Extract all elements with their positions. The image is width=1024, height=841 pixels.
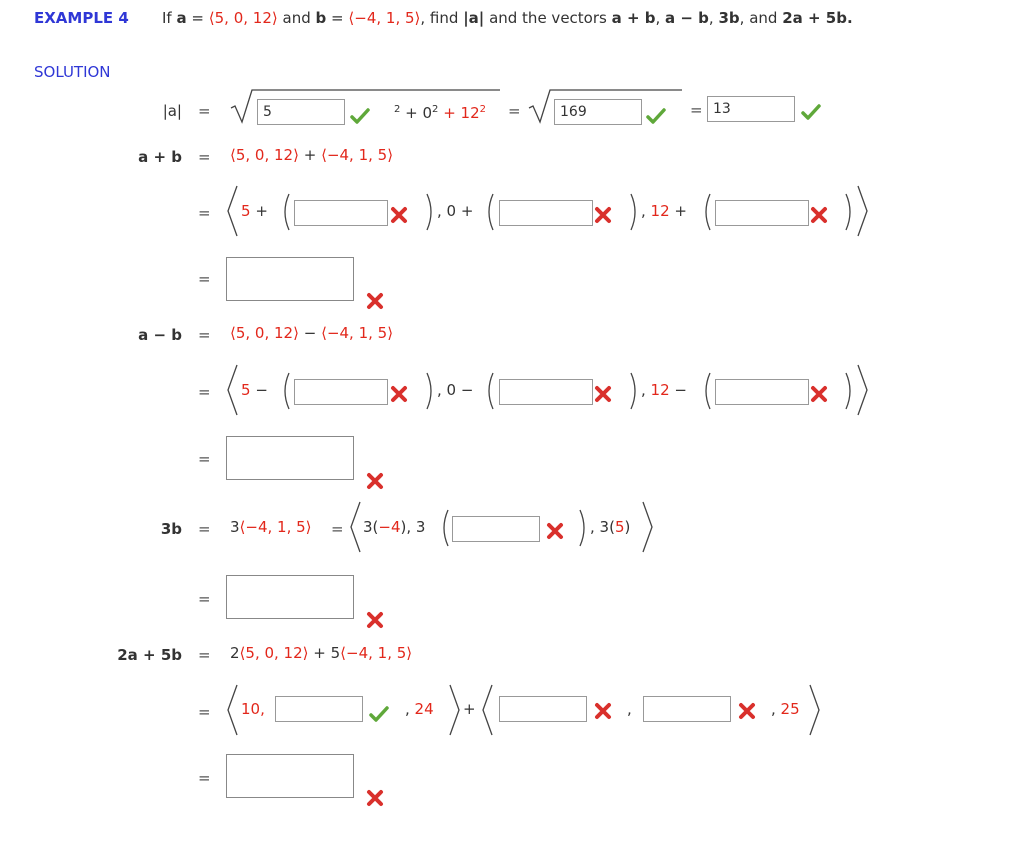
cross-icon <box>545 521 565 541</box>
cross-icon <box>593 701 613 721</box>
and-text: and <box>282 9 311 27</box>
cross-icon <box>365 788 385 808</box>
combo-comp-1: 10, <box>241 700 265 718</box>
diff-result-equals: = <box>198 450 211 468</box>
norm-label: |a| <box>162 102 182 120</box>
scale-result-equals: = <box>198 590 211 608</box>
combo-equals: = <box>198 646 211 664</box>
if-text: If <box>162 9 172 27</box>
norm-input-1[interactable] <box>257 99 345 125</box>
sum-comp-1: 5 + <box>241 202 268 220</box>
norm-equals: = <box>198 102 211 120</box>
cross-icon <box>389 205 409 225</box>
sum-result-equals: = <box>198 270 211 288</box>
cross-icon <box>593 205 613 225</box>
cross-icon <box>737 701 757 721</box>
combo-input-3[interactable] <box>643 696 731 722</box>
sum-input-3[interactable] <box>715 200 809 226</box>
sum-equals: = <box>198 148 211 166</box>
right-angle-bracket-icon <box>808 683 822 737</box>
left-angle-bracket-icon <box>225 363 239 417</box>
combo-components-equals: = <box>198 703 211 721</box>
check-icon <box>801 102 821 122</box>
right-angle-bracket-icon <box>856 363 870 417</box>
right-paren-icon <box>578 508 590 548</box>
norm-input-3[interactable] <box>707 96 795 122</box>
left-angle-bracket-icon <box>348 500 362 554</box>
diff-comp-2: , 0 − <box>437 381 474 399</box>
cross-icon <box>809 384 829 404</box>
and-vectors-text: and the vectors <box>489 9 607 27</box>
scale-equals: = <box>198 520 211 538</box>
scale-comp-3: , 3(5) <box>590 518 631 536</box>
diff-input-3[interactable] <box>715 379 809 405</box>
sum-input-1[interactable] <box>294 200 388 226</box>
right-paren-icon <box>425 192 437 232</box>
diff-components-equals: = <box>198 383 211 401</box>
scale-input-1[interactable] <box>452 516 540 542</box>
scale-label: 3b <box>160 520 182 538</box>
combo-input-1[interactable] <box>275 696 363 722</box>
scale-equals-2: = <box>331 520 344 538</box>
left-paren-icon <box>483 371 495 411</box>
and-text-2: and <box>749 9 778 27</box>
right-angle-bracket-icon <box>856 184 870 238</box>
check-icon <box>646 106 666 126</box>
right-paren-icon <box>629 192 641 232</box>
left-paren-icon <box>700 371 712 411</box>
sum-components-equals: = <box>198 204 211 222</box>
sum-input-2[interactable] <box>499 200 593 226</box>
combo-result-equals: = <box>198 769 211 787</box>
cross-icon <box>389 384 409 404</box>
combo-plus: + <box>463 700 476 718</box>
left-paren-icon <box>279 192 291 232</box>
norm-input-2[interactable] <box>554 99 642 125</box>
right-paren-icon <box>425 371 437 411</box>
left-angle-bracket-icon <box>225 184 239 238</box>
cross-icon <box>365 291 385 311</box>
cross-icon <box>365 471 385 491</box>
diff-label: a − b <box>138 326 182 344</box>
abs-a: |a| <box>463 9 485 27</box>
diff-result-input[interactable] <box>226 436 354 480</box>
sum-expression: ⟨5, 0, 12⟩ + ⟨−4, 1, 5⟩ <box>230 146 394 164</box>
diff-expression: ⟨5, 0, 12⟩ − ⟨−4, 1, 5⟩ <box>230 324 394 342</box>
sum-result-input[interactable] <box>226 257 354 301</box>
equals-sign: = <box>331 9 344 27</box>
b-symbol: b <box>315 9 327 27</box>
find-text: , find <box>420 9 459 27</box>
combo-expression: 2⟨5, 0, 12⟩ + 5⟨−4, 1, 5⟩ <box>230 644 413 662</box>
combo-comp-4: , 25 <box>771 700 800 718</box>
diff-comp-3: , 12 − <box>641 381 687 399</box>
diff-comp-1: 5 − <box>241 381 268 399</box>
right-angle-bracket-icon <box>641 500 655 554</box>
combo-result-input[interactable] <box>226 754 354 798</box>
vector-a: ⟨5, 0, 12⟩ <box>208 9 278 27</box>
right-paren-icon <box>844 371 856 411</box>
right-paren-icon <box>629 371 641 411</box>
check-icon <box>369 704 389 724</box>
norm-equals-3: = <box>690 101 703 119</box>
cross-icon <box>593 384 613 404</box>
left-paren-icon <box>279 371 291 411</box>
right-angle-bracket-icon <box>448 683 462 737</box>
left-angle-bracket-icon <box>225 683 239 737</box>
check-icon <box>350 106 370 126</box>
a-plus-b: a + b <box>611 9 656 27</box>
a-symbol: a <box>176 9 187 27</box>
combo-label: 2a + 5b <box>117 646 182 664</box>
sum-comp-3: , 12 + <box>641 202 687 220</box>
norm-squares-text: $^2 + 0^2 + 12^2$ <box>394 104 487 122</box>
a-minus-b: a − b <box>665 9 709 27</box>
two-a-five-b: 2a + 5b. <box>782 9 853 27</box>
left-paren-icon <box>700 192 712 232</box>
vector-b: ⟨−4, 1, 5⟩ <box>348 9 421 27</box>
combo-comp-3: , <box>627 700 632 718</box>
norm-equals-2: = <box>508 102 521 120</box>
scale-comp-1: 3(−4), 3 <box>363 518 426 536</box>
diff-input-2[interactable] <box>499 379 593 405</box>
diff-equals: = <box>198 326 211 344</box>
sum-label: a + b <box>138 148 182 166</box>
left-angle-bracket-icon <box>480 683 494 737</box>
left-paren-icon <box>483 192 495 232</box>
scale-expression: 3⟨−4, 1, 5⟩ <box>230 518 312 536</box>
combo-comp-2: , 24 <box>405 700 434 718</box>
three-b: 3b <box>718 9 740 27</box>
problem-statement: If a = ⟨5, 0, 12⟩ and b = ⟨−4, 1, 5⟩, find |a| and the vectors a + b, a − b, 3b, and 2a + 5b. <box>162 9 853 27</box>
diff-input-1[interactable] <box>294 379 388 405</box>
cross-icon <box>365 610 385 630</box>
combo-input-2[interactable] <box>499 696 587 722</box>
example-label: EXAMPLE 4 <box>34 9 129 27</box>
solution-label: SOLUTION <box>34 63 111 81</box>
cross-icon <box>809 205 829 225</box>
right-paren-icon <box>844 192 856 232</box>
scale-result-input[interactable] <box>226 575 354 619</box>
equals-sign: = <box>191 9 204 27</box>
left-paren-icon <box>438 508 450 548</box>
sum-comp-2: , 0 + <box>437 202 474 220</box>
